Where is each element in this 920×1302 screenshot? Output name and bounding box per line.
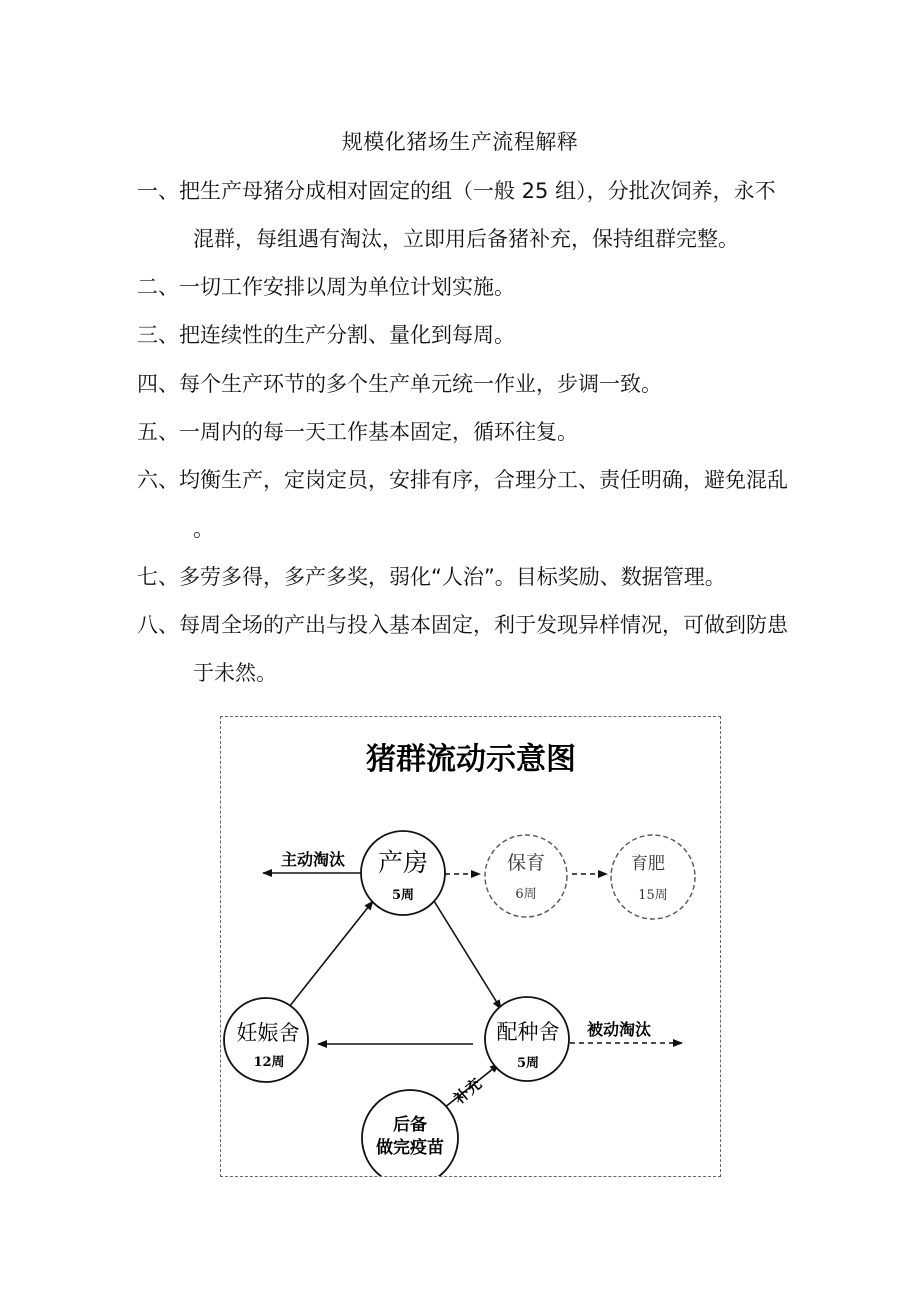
finishing-weeks: 15周	[638, 888, 668, 903]
farrowing-name: 产房	[377, 848, 429, 877]
list-item-8	[137, 610, 788, 640]
nursery-name: 保育	[506, 852, 546, 874]
list-item-8-continuation: 于未然。	[193, 661, 277, 685]
list-item-2	[137, 272, 515, 302]
item-text: 一切工作安排以周为单位计划实施。	[179, 275, 515, 299]
item-text: 均衡生产，定岗定员，安排有序，合理分工、责任明确，避免混乱	[179, 468, 788, 492]
item-text: 每个生产环节的多个生产单元统一作业，步调一致。	[179, 372, 662, 396]
breeding-name: 配种舍	[496, 1020, 560, 1044]
active-cull-label: 主动淘汰	[280, 850, 346, 869]
gestation-weeks: 12周	[253, 1055, 285, 1070]
nursery-weeks: 6周	[515, 887, 537, 902]
supplement-label: 补充	[450, 1074, 486, 1108]
pig-flow-diagram	[220, 716, 721, 1177]
item-text: 一周内的每一天工作基本固定，循环往复。	[179, 420, 578, 444]
list-item-4	[137, 369, 662, 399]
breeding-weeks: 5周	[516, 1056, 540, 1071]
finishing-name: 育肥	[631, 854, 665, 874]
gestation-name: 妊娠舍	[236, 1021, 300, 1045]
list-item-5	[137, 417, 578, 447]
list-item-1-continuation: 混群，每组遇有淘汰，立即用后备猪补充，保持组群完整。	[193, 227, 739, 251]
list-item-3	[137, 320, 515, 350]
item-number: 五、	[137, 420, 179, 444]
item-number: 七、	[137, 565, 179, 589]
item-number: 三、	[137, 323, 179, 347]
page-title: 规模化猪场生产流程解释	[341, 130, 579, 154]
farrowing-weeks: 5周	[391, 888, 415, 903]
list-item-6	[137, 465, 788, 495]
reserve-name-line1: 后备	[393, 1115, 427, 1135]
item-number: 六、	[137, 468, 179, 492]
nursery-node	[485, 835, 567, 917]
list-item-6-continuation: 。	[193, 517, 214, 541]
diagram-title: 猪群流动示意图	[366, 742, 576, 777]
item-number: 二、	[137, 275, 179, 299]
item-text: 多劳多得，多产多奖，弱化“人治”。目标奖励、数据管理。	[179, 565, 726, 589]
finishing-node	[611, 835, 695, 919]
item-number: 四、	[137, 372, 179, 396]
item-text: 每周全场的产出与投入基本固定，利于发现异样情况，可做到防患	[179, 613, 788, 637]
reserve-name-line2: 做完疫苗	[376, 1138, 444, 1158]
item-text: 把连续性的生产分割、量化到每周。	[179, 323, 515, 347]
farrowing-to-breeding-arrow	[434, 901, 501, 1009]
list-item-1	[137, 176, 776, 206]
list-item-7	[137, 562, 726, 592]
passive-cull-label: 被动淘汰	[586, 1020, 652, 1039]
diagram-canvas	[221, 717, 720, 1176]
item-number: 八、	[137, 613, 179, 637]
gestation-to-farrowing-arrow	[289, 901, 373, 1007]
item-number: 一、	[137, 179, 179, 203]
item-text: 把生产母猪分成相对固定的组（一般 25 组），分批次饲养，永不	[179, 179, 776, 203]
